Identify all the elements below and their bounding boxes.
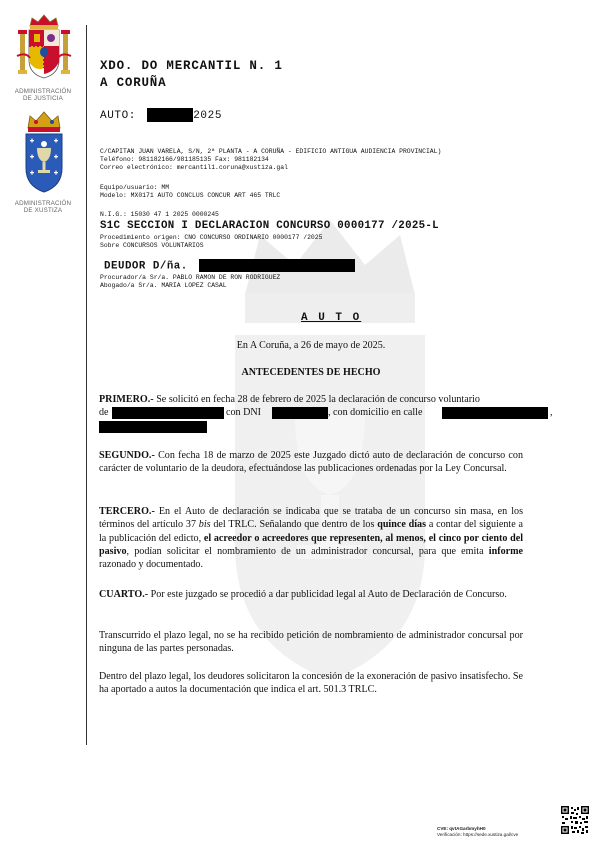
redacted-block — [99, 421, 207, 433]
paragraph-cuarto: CUARTO.- Por este juzgado se procedió a dar publicidad legal al Auto de Declaración de Concurso. — [99, 589, 507, 600]
paragraph-primero: PRIMERO.- Se solicitó en fecha 28 de febrero de 2025 la declaración de concurso voluntario de con DNI , con domicilio en calle , — [99, 393, 523, 433]
court-email: Correo electrónico: mercantil1.coruna@xustiza.gal — [100, 163, 288, 171]
case-origin-block — [100, 234, 322, 250]
paragraph-tercero: TERCERO.- En el Auto de declaración se indicaba que se trataba de un concurso sin masa, en los términos del artículo 37 bis del TRLC. Señalando que dentro de los quince días a contar del siguiente a la publicación del edicto, el acreedor o acreedores que representen, al menos, el cinco por ciento del pasivo, podían solicitar el nombramiento de un administrador concursal, para que emita informe razonado y documentado. — [99, 506, 523, 571]
paragraph-dentro: Dentro del plazo legal, los deudores solicitaron la concesión de la exoneración de pasivo insatisfecho. Se ha aportado a autos la documentación que indica el art. 501.3 TRLC. — [99, 671, 523, 696]
cve-code: CVE: qvtAGarbmyhH0 — [437, 826, 486, 831]
redacted-block — [112, 407, 224, 419]
primero-label: PRIMERO.- — [99, 394, 154, 405]
court-address: C/CAPITAN JUAN VARELA, S/N, 2ª PLANTA - A CORUÑA - EDIFICIO ANTIGUA AUDIENCIA PROVINCIAL) — [100, 148, 442, 155]
court-contact-block — [100, 148, 441, 171]
cuarto-label: CUARTO.- — [99, 589, 149, 600]
auto-reference — [100, 108, 222, 122]
abogado: Abogado/a Sr/a. MARIA LOPEZ CASAL — [100, 281, 227, 289]
place-date: En A Coruña, a 26 de mayo de 2025. — [236, 340, 386, 351]
court-heading — [100, 58, 283, 92]
antecedentes-heading: ANTECEDENTES DE HECHO — [241, 367, 381, 378]
acreedor-clause: el acreedor o acreedores que representen, al menos, el cinco por ciento del pasivo — [99, 532, 523, 557]
court-name: XDO. DO MERCANTIL N. 1 — [100, 59, 283, 73]
case-subject: Sobre CONCURSOS VOLUNTARIOS — [100, 241, 204, 249]
court-phone: Teléfono: 981182166/981185135 Fax: 981182134 — [100, 155, 269, 163]
deudor-line — [104, 259, 355, 272]
document-model-block — [100, 184, 280, 200]
verification-footer — [437, 826, 518, 837]
redacted-block — [147, 108, 193, 122]
paragraph-segundo: SEGUNDO.- Con fecha 18 de marzo de 2025 este Juzgado dictó auto de declaración de concurso con carácter de voluntario de la deudora, efectuándose las publicaciones ordenadas por la Ley Concursal. — [99, 450, 523, 475]
emblem-bottom-caption: ADMINISTRACIÓN DE XUSTIZA — [14, 200, 72, 214]
tercero-label: TERCERO.- — [99, 506, 155, 517]
court-city: A CORUÑA — [100, 76, 167, 90]
representatives-block — [100, 274, 280, 290]
qr-code-icon — [560, 805, 590, 835]
deudor-label: DEUDOR D/ña. — [104, 260, 188, 273]
margin-divider — [86, 25, 87, 745]
auto-year: 2025 — [193, 109, 223, 122]
auto-prefix: AUTO: — [100, 109, 137, 122]
document-model: Modelo: MX0171 AUTO CONCLUS CONCUR ART 465 TRLC — [100, 191, 281, 199]
case-section: S1C SECCION I DECLARACION CONCURSO 0000177 /2025-L — [100, 220, 439, 232]
galicia-coat-of-arms-icon — [20, 108, 68, 200]
team-user: Equipo/usuario: MM — [100, 184, 170, 191]
segundo-label: SEGUNDO.- — [99, 450, 155, 461]
verification-url: Verificación: https://sede.xustiza.gal/cve — [437, 831, 519, 837]
redacted-block — [199, 259, 355, 272]
spain-coat-of-arms-icon — [16, 12, 72, 88]
redacted-block — [272, 407, 328, 419]
redacted-block — [442, 407, 548, 419]
nig-line: N.I.G.: 15030 47 1 2025 0000245 — [100, 211, 219, 218]
procurador: Procurador/a Sr/a. PABLO RAMON DE RON RODRIGUEZ — [100, 274, 281, 281]
emblem-top-caption: ADMINISTRACIÓN DE JUSTICIA — [14, 88, 72, 102]
case-origin: Procedimiento origen: CNO CONCURSO ORDINARIO 0000177 /2025 — [100, 234, 323, 241]
paragraph-transcurrido: Transcurrido el plazo legal, no se ha recibido petición de nombramiento de administrador concursal por ninguna de las partes personadas. — [99, 630, 523, 655]
auto-title: A U T O — [301, 312, 362, 324]
